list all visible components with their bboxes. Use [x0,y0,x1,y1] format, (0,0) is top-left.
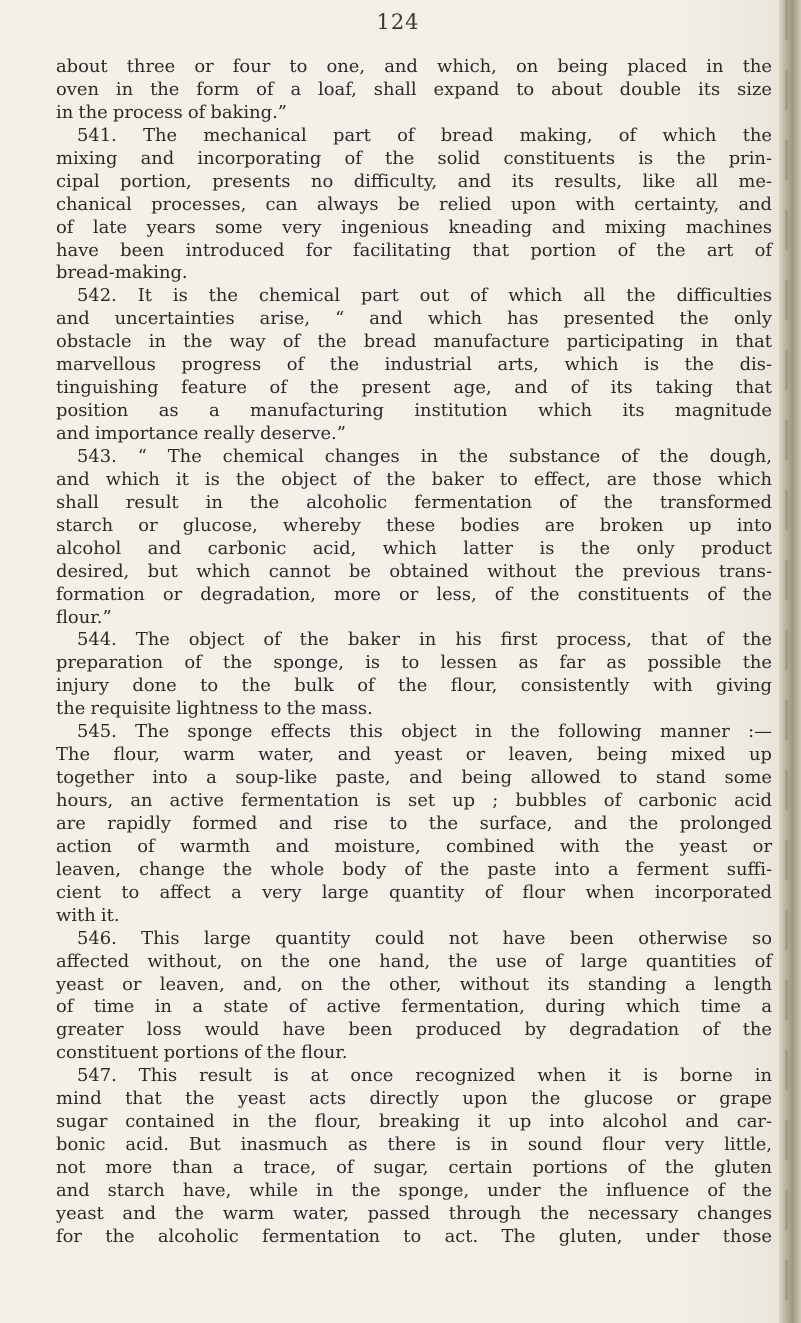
text-line: 545. The sponge effects this object in the following manner :— [77,721,772,743]
text-line: The flour, warm water, and yeast or leaven, being mixed up [56,744,772,766]
text-line: injury done to the bulk of the flour, consistently with giving [56,675,772,697]
text-line: flour.” [56,606,112,628]
text-line: not more than a trace, of sugar, certain portions of the gluten [56,1157,772,1178]
text-line: chanical processes, can always be relied upon with certainty, and [56,193,772,215]
body-text [56,56,772,1249]
text-line: bonic acid. But inasmuch as there is in sound flour very little, [56,1134,772,1156]
text-line: cient to affect a very large quantity of flour when incorporated [56,881,772,903]
text-line: of late years some very ingenious kneading and mixing machines [56,216,772,238]
book-spine-edge [779,0,801,1323]
text-line: starch or glucose, whereby these bodies are broken up into [56,514,772,536]
text-line: 542. It is the chemical part out of which all the difficulties [77,285,772,307]
text-line: are rapidly formed and rise to the surface, and the prolonged [56,812,772,834]
text-line: hours, an active fermentation is set up ; bubbles of carbonic acid [56,790,772,811]
text-line: affected without, on the one hand, the use of large quantities of [56,950,772,972]
text-line: 541. The mechanical part of bread making, of which the [77,124,772,146]
text-line: preparation of the sponge, is to lessen as far as possible the [56,652,772,674]
text-line: and starch have, while in the sponge, under the influence of the [56,1179,772,1201]
text-line: 544. The object of the baker in his first process, that of the [77,629,772,651]
text-line: formation or degradation, more or less, of the constituents of the [56,583,772,605]
text-line: alcohol and carbonic acid, which latter is the only product [56,537,772,559]
text-line: oven in the form of a loaf, shall expand to about double its size [56,78,772,100]
text-line: action of warmth and moisture, combined with the yeast or [56,835,772,857]
text-line: position as a manufacturing institution which its magnitude [56,400,772,422]
text-line: bread-making. [56,262,188,284]
text-line: greater loss would have been produced by degradation of the [56,1019,772,1041]
text-line: constituent portions of the flour. [56,1042,348,1064]
text-line: cipal portion, presents no difficulty, and its results, like all me- [56,170,772,192]
text-line: in the process of baking.” [56,101,287,123]
text-line: obstacle in the way of the bread manufacture participating in that [56,331,772,353]
text-line: yeast or leaven, and, on the other, without its standing a length [56,973,772,995]
text-line: and which it is the object of the baker to effect, are those which [56,468,772,490]
text-line: yeast and the warm water, passed through the necessary changes [56,1202,772,1224]
text-line: tinguishing feature of the present age, and of its taking that [56,377,772,399]
text-line: sugar contained in the flour, breaking it up into alcohol and car- [56,1111,772,1133]
text-line: mind that the yeast acts directly upon the glucose or grape [56,1088,772,1110]
text-line: about three or four to one, and which, on being placed in the [56,56,772,77]
text-line: mixing and incorporating of the solid constituents is the prin- [56,147,772,169]
text-line: of time in a state of active fermentation, during which time a [56,996,772,1018]
text-line: and importance really deserve.” [56,423,346,444]
text-line: shall result in the alcoholic fermentation of the transformed [56,491,772,513]
text-line: 546. This large quantity could not have been otherwise so [77,927,772,949]
page-number: 124 [376,10,420,34]
text-line: 543. “ The chemical changes in the substance of the dough, [77,445,772,467]
text-line: marvellous progress of the industrial arts, which is the dis- [56,354,772,376]
text-line: for the alcoholic fermentation to act. The gluten, under those [56,1225,772,1247]
text-line: together into a soup-like paste, and being allowed to stand some [56,767,772,789]
text-line: and uncertainties arise, “ and which has presented the only [56,308,772,330]
text-line: 547. This result is at once recognized when it is borne in [77,1065,772,1087]
text-line: the requisite lightness to the mass. [56,698,373,720]
text-line: leaven, change the whole body of the paste into a ferment suffi- [56,858,772,880]
text-line: have been introduced for facilitating that portion of the art of [56,239,772,261]
text-line: desired, but which cannot be obtained without the previous trans- [56,560,772,582]
text-line: with it. [56,904,120,926]
